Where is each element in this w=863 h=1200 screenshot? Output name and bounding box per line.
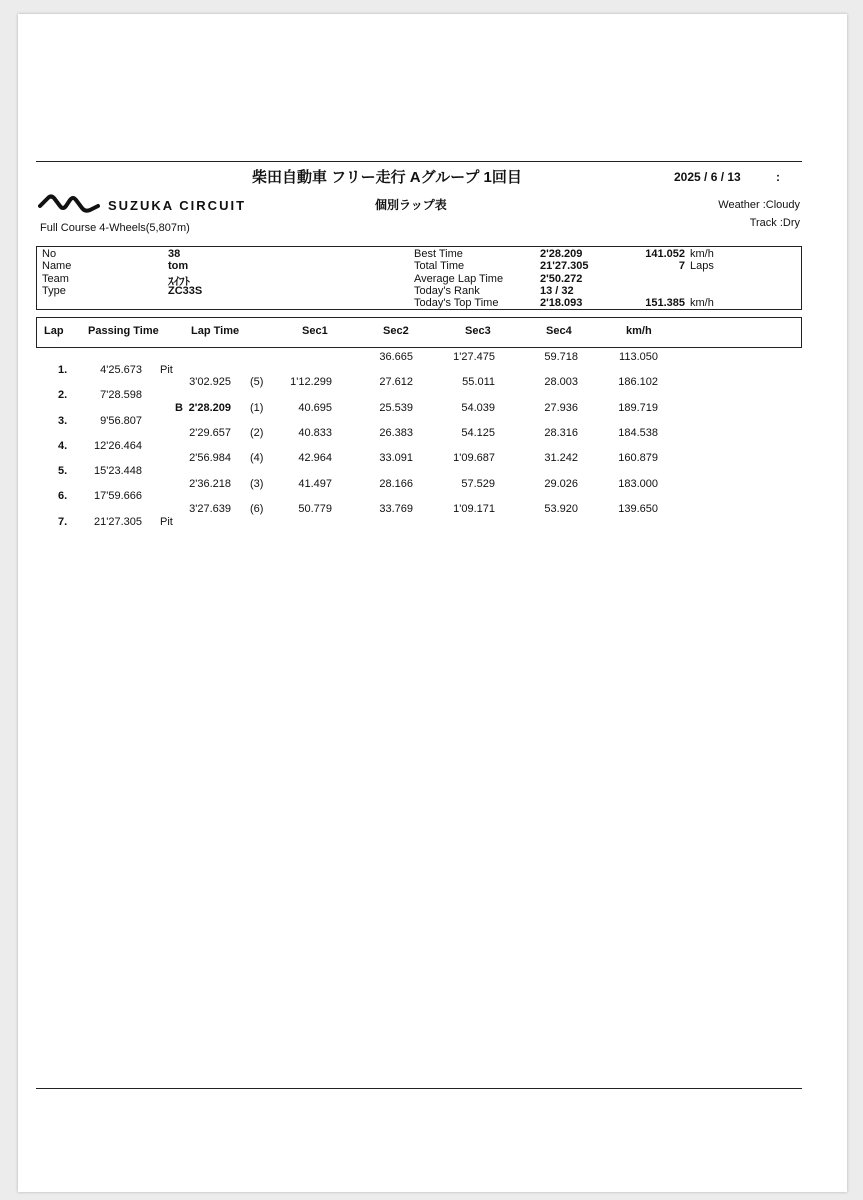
lap-1-number: 1.	[58, 364, 68, 376]
lap-6-number: 6.	[58, 490, 68, 502]
lap-4-passing: 12'26.464	[94, 440, 142, 452]
split-5-sec2: 28.166	[379, 478, 413, 490]
name-label: Name	[42, 260, 72, 272]
split-3-sec4: 28.316	[544, 427, 578, 439]
no-label: No	[42, 248, 57, 260]
split-5-sec4: 29.026	[544, 478, 578, 490]
first-row-sec4: 59.718	[544, 351, 578, 363]
team-label: Team	[42, 273, 69, 285]
lap-2-number: 2.	[58, 389, 68, 401]
split-2-rank: (1)	[250, 402, 264, 414]
split-3-sec3: 54.125	[461, 427, 495, 439]
type-label: Type	[42, 285, 66, 297]
split-6-rank: (6)	[250, 503, 264, 515]
split-1-laptime: 3'02.925	[189, 376, 231, 388]
best-time-value: 2'28.209	[540, 248, 583, 260]
weather-label: Weather :Cloudy	[718, 199, 800, 211]
col-sec2-header: Sec2	[383, 325, 409, 337]
split-6-sec3: 1'09.171	[453, 503, 495, 515]
split-5-sec1: 41.497	[298, 478, 332, 490]
split-2-marker: B	[175, 402, 183, 414]
best-speed-unit: km/h	[690, 248, 714, 260]
col-sec4-header: Sec4	[546, 325, 572, 337]
first-row-kmh: 113.050	[619, 351, 658, 363]
col-kmh-header: km/h	[626, 325, 652, 337]
top-speed-value: 151.385	[645, 297, 685, 309]
top-time-value: 2'18.093	[540, 297, 583, 309]
split-6-sec1: 50.779	[298, 503, 332, 515]
split-5-sec3: 57.529	[461, 478, 495, 490]
average-lap-value: 2'50.272	[540, 273, 583, 285]
total-time-label: Total Time	[414, 260, 465, 272]
col-lap-time-header: Lap Time	[191, 325, 240, 337]
split-1-sec1: 1'12.299	[290, 376, 332, 388]
split-2-laptime: 2'28.209	[188, 402, 231, 414]
lap-1-passing: 4'25.673	[100, 364, 142, 376]
average-lap-label: Average Lap Time	[414, 273, 504, 285]
lap-7-passing: 21'27.305	[94, 516, 142, 528]
best-time-label: Best Time	[414, 248, 463, 260]
col-lap-header: Lap	[44, 325, 64, 337]
lap-4-number: 4.	[58, 440, 68, 452]
first-row-sec2: 36.665	[379, 351, 413, 363]
report-title: 柴田自動車 フリー走行 Aグループ 1回目	[252, 169, 522, 186]
split-2-sec2: 25.539	[379, 402, 413, 414]
top-time-label: Today's Top Time	[414, 297, 499, 309]
report-date: 2025 / 6 / 13	[674, 170, 741, 184]
split-1-sec4: 28.003	[544, 376, 578, 388]
col-sec1-header: Sec1	[302, 325, 328, 337]
total-time-value: 21'27.305	[540, 260, 589, 272]
split-1-rank: (5)	[250, 376, 264, 388]
split-4-rank: (4)	[250, 452, 264, 464]
split-6-sec2: 33.769	[379, 503, 413, 515]
lap-3-number: 3.	[58, 415, 68, 427]
lap-3-passing: 9'56.807	[100, 415, 142, 427]
course-label: Full Course 4-Wheels(5,807m)	[40, 222, 190, 234]
top-rule	[36, 161, 802, 162]
lap-7-flag: Pit	[160, 516, 173, 528]
lap-5-passing: 15'23.448	[94, 465, 142, 477]
svg-text:SUZUKA CIRCUIT: SUZUKA CIRCUIT	[108, 198, 247, 213]
top-speed-unit: km/h	[690, 297, 714, 309]
split-4-sec4: 31.242	[544, 452, 578, 464]
track-label: Track :Dry	[749, 217, 800, 229]
split-4-kmh: 160.879	[618, 452, 658, 464]
laps-unit: Laps	[690, 260, 714, 272]
name-value: tom	[168, 260, 189, 272]
lap-5-number: 5.	[58, 465, 68, 477]
split-3-kmh: 184.538	[618, 427, 658, 439]
lap-1-flag: Pit	[160, 364, 173, 376]
split-5-rank: (3)	[250, 478, 264, 490]
col-sec3-header: Sec3	[465, 325, 491, 337]
team-value: ｽｲﾌﾄ	[168, 276, 190, 288]
type-value: ZC33S	[168, 285, 203, 297]
split-2-kmh: 189.719	[618, 402, 658, 414]
first-row-sec3: 1'27.475	[453, 351, 495, 363]
split-4-sec3: 1'09.687	[453, 452, 495, 464]
best-speed-value: 141.052	[645, 248, 685, 260]
document-sheet	[18, 14, 847, 1192]
split-3-rank: (2)	[250, 427, 264, 439]
no-value: 38	[168, 248, 181, 260]
split-2-sec4: 27.936	[544, 402, 578, 414]
lap-6-passing: 17'59.666	[94, 490, 142, 502]
split-1-sec2: 27.612	[379, 376, 413, 388]
laps-count: 7	[678, 260, 685, 272]
report-subtitle: 個別ラップ表	[375, 198, 447, 212]
split-1-kmh: 186.102	[618, 376, 658, 388]
suzuka-circuit-logo	[38, 192, 263, 223]
col-passing-time-header: Passing Time	[88, 325, 159, 337]
split-5-kmh: 183.000	[618, 478, 658, 490]
split-3-laptime: 2'29.657	[189, 427, 231, 439]
split-3-sec2: 26.383	[379, 427, 413, 439]
split-4-sec1: 42.964	[298, 452, 332, 464]
split-6-sec4: 53.920	[544, 503, 578, 515]
split-6-laptime: 3'27.639	[189, 503, 231, 515]
split-4-sec2: 33.091	[379, 452, 413, 464]
split-2-sec1: 40.695	[298, 402, 332, 414]
split-4-laptime: 2'56.984	[189, 452, 231, 464]
lap-2-passing: 7'28.598	[100, 389, 142, 401]
split-6-kmh: 139.650	[618, 503, 658, 515]
split-5-laptime: 2'36.218	[189, 478, 231, 490]
split-1-sec3: 55.011	[462, 376, 495, 388]
bottom-rule	[36, 1088, 802, 1089]
split-3-sec1: 40.833	[298, 427, 332, 439]
lap-7-number: 7.	[58, 516, 68, 528]
report-date-suffix: :	[776, 170, 780, 184]
rank-value: 13 / 32	[540, 285, 574, 297]
rank-label: Today's Rank	[414, 285, 480, 297]
split-2-sec3: 54.039	[461, 402, 495, 414]
